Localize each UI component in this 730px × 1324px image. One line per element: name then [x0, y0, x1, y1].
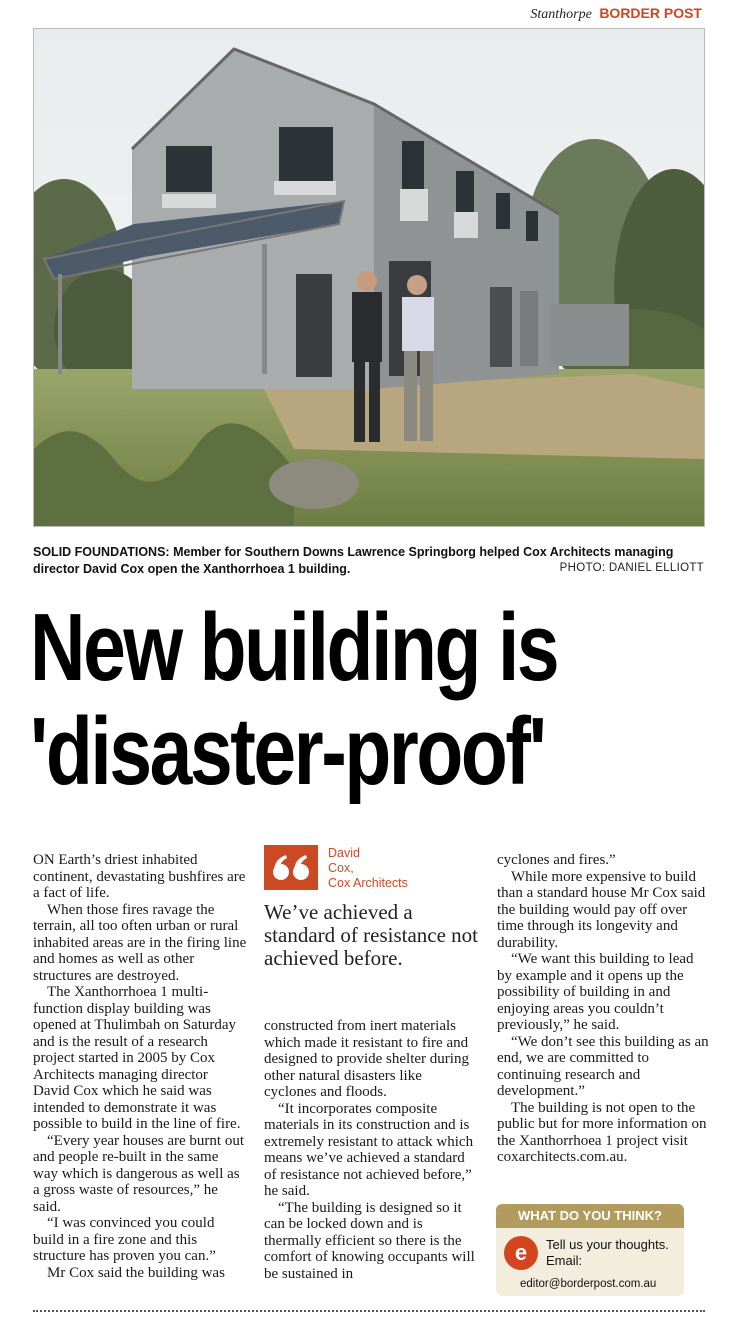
- headline: [30, 596, 574, 804]
- paragraph: “The building is designed so it can be locked down and is thermally efficient so there is the comfort of knowing occupants will be sustained in: [264, 1199, 475, 1282]
- article-column-1: [33, 852, 247, 1281]
- feedback-tell-text: Tell us your thoughts.: [546, 1237, 669, 1252]
- paragraph: “It incorporates composite materials in its construction and is extremely resistant to attack which means we’ve achieved a standard of resistance not achieved before,” he said.: [264, 1100, 474, 1199]
- paragraph: constructed from inert materials which made it resistant to fire and designed to provide shelter during other natural disasters like cyclones and floods.: [264, 1018, 469, 1100]
- masthead-town: Stanthorpe: [530, 7, 592, 22]
- masthead: [530, 5, 702, 23]
- photo-building-two-men-icon: [34, 29, 704, 526]
- caption-label: SOLID FOUNDATIONS:: [33, 545, 170, 559]
- pull-quote-company: Cox Architects: [328, 876, 408, 890]
- paragraph: “I was convinced you could build in a fire zone and this structure has proven you can.”: [33, 1215, 216, 1264]
- paragraph: cyclones and fires.”: [497, 852, 616, 868]
- paragraph: “We want this building to lead by example and it opens up the possibility of building in and enjoying areas you couldn’t previously,” he said.: [497, 951, 694, 1033]
- paragraph: “Every year houses are burnt out and people re-built in the same way which is dangerous as well as a gross waste of resources,” he said.: [33, 1132, 245, 1215]
- caption-text: Member for Southern Downs Lawrence Springborg helped Cox Architects managing director David Cox open the Xanthorrhoea 1 building.: [33, 545, 674, 576]
- feedback-box: [496, 1204, 684, 1296]
- feedback-prompt: [546, 1237, 682, 1269]
- feedback-heading: WHAT DO YOU THINK?: [496, 1204, 684, 1228]
- feedback-email-link[interactable]: editor@borderpost.com.au: [520, 1278, 657, 1290]
- quote-marks-icon: [264, 845, 318, 890]
- headline-line-2: 'disaster-proof': [30, 698, 545, 805]
- article-column-2: [264, 1018, 478, 1282]
- pull-quote-attribution: [328, 846, 478, 891]
- feedback-email-label: Email:: [546, 1253, 583, 1268]
- photo-credit: PHOTO: DANIEL ELLIOTT: [559, 562, 704, 574]
- paragraph: Mr Cox said the building was: [47, 1264, 225, 1281]
- email-e-icon: e: [504, 1236, 538, 1270]
- headline-line-1: New building is: [30, 594, 558, 701]
- pull-quote-text: We’ve achieved a standard of resistance not achieved before.: [264, 900, 479, 970]
- pull-quote-name-2: Cox,: [328, 861, 354, 875]
- bottom-divider: [33, 1310, 705, 1312]
- paragraph: ON Earth’s driest inhabited continent, devastating bushfires are a fact of life.: [33, 852, 246, 901]
- paragraph: The building is not open to the public but for more information on the Xanthorrhoea 1 project visit coxarchitects.com.au.: [497, 1099, 707, 1165]
- paragraph: “We don’t see this building as an end, we are committed to continuing research and development.”: [497, 1033, 709, 1099]
- masthead-paper-name: BORDER POST: [599, 5, 702, 21]
- pull-quote-name: David: [328, 846, 360, 860]
- article-photo: [33, 28, 705, 527]
- paragraph: While more expensive to build than a standard house Mr Cox said the building would pay off over time through its longevity and durability.: [497, 868, 706, 951]
- article-column-3: [497, 852, 709, 1166]
- paragraph: The Xanthorrhoea 1 multi-function display building was opened at Thulimbah on Saturday and is the result of a research project started in 2005 by Cox Architects managing director David Cox which he said was intended to demonstrate it was possible to build in the line of fire.: [33, 984, 241, 1132]
- paragraph: When those fires ravage the terrain, all too often urban or rural inhabited areas are in the firing line and homes as well as other structures are destroyed.: [33, 901, 247, 984]
- feedback-body: [496, 1228, 684, 1296]
